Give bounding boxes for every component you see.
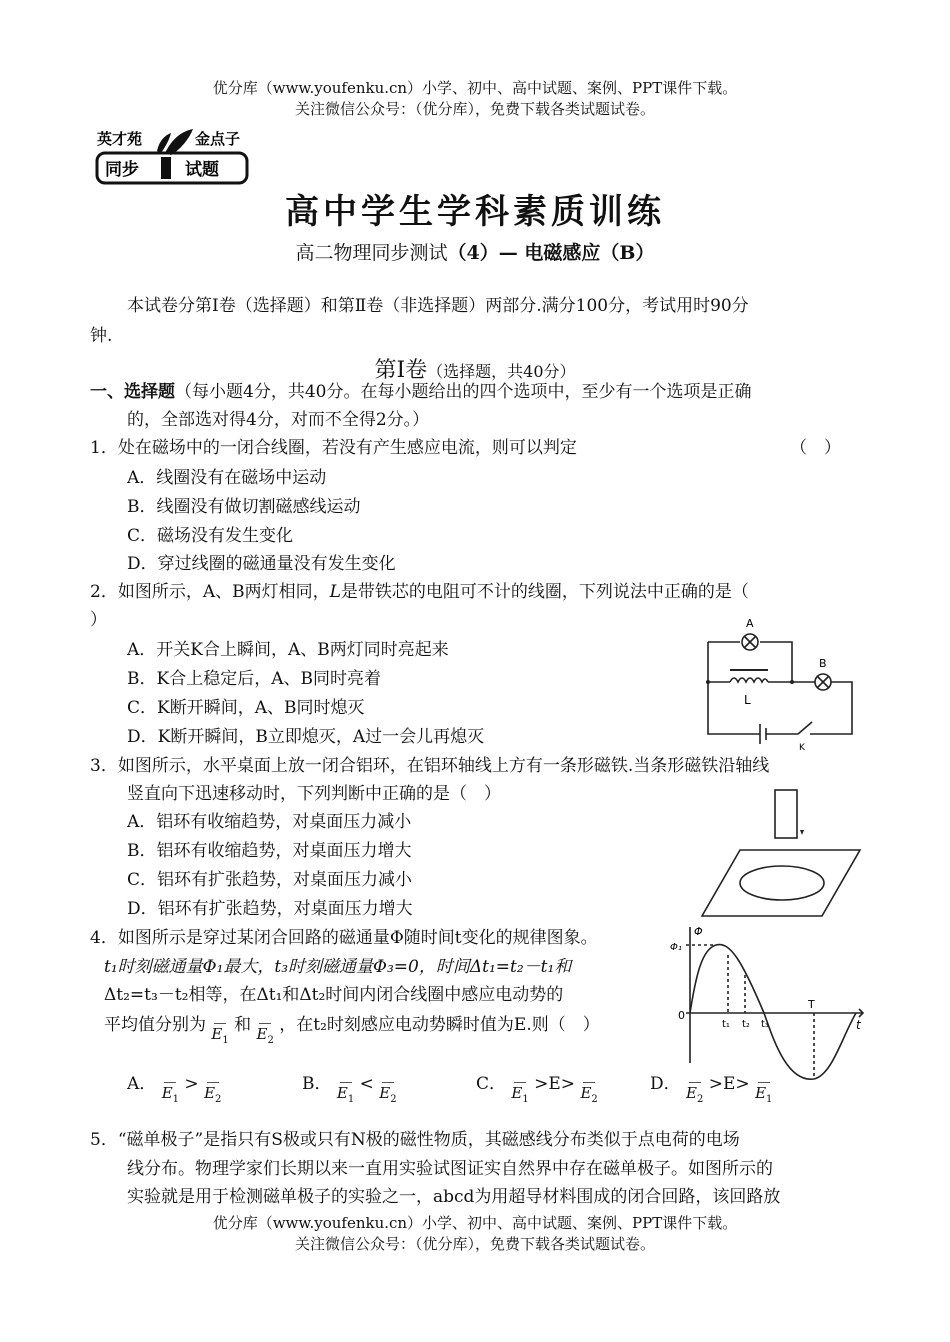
q2-stem: 2．如图所示，A、B两灯相同，L是带铁芯的电阻可不计的线圈，下列说法中正确的是（: [90, 582, 749, 602]
q4-option-d: D． $E_2 >E>$ $E_1$: [650, 1074, 773, 1105]
q2-option-c: C．K断开瞬间，A、B同时熄灭: [127, 698, 365, 718]
avg-emf-1: $E_1$: [211, 1025, 229, 1046]
q4-line-1: 4．如图所示是穿过某闭合回路的磁通量Φ随时间t变化的规律图象。: [90, 928, 598, 948]
q2-option-b: B．K合上稳定后，A、B同时亮着: [127, 669, 381, 689]
footer-line-1: 优分库（www.youfenku.cn）小学、初中、高中试题、案例、PPT课件下载。: [212, 1214, 738, 1232]
origin-label: 0: [678, 1009, 685, 1022]
t3-label: t₃: [761, 1019, 769, 1030]
q4-option-b: B． $E_1$ < $E_2$: [302, 1074, 397, 1105]
svg-text:试题: 试题: [185, 160, 219, 180]
q1-option-d: D．穿过线圈的磁通量没有发生变化: [127, 554, 396, 574]
q4-option-c: C． $E_1 >E>$ $E_2$: [476, 1074, 598, 1105]
q3-option-c: C．铝环有扩张趋势，对桌面压力减小: [127, 870, 413, 890]
q4-option-a: A． $E_1$ > $E_2$: [127, 1074, 222, 1105]
avg-emf-2: $E_2$: [256, 1025, 274, 1046]
lamp-a-label: A: [746, 617, 754, 630]
phi1-label: Φ₁: [670, 942, 682, 953]
q4-flux-time-graph: [668, 925, 868, 1085]
axis-phi-label: Φ: [694, 925, 703, 938]
header-line-1: 优分库（www.youfenku.cn）小学、初中、高中试题、案例、PPT课件下载。: [212, 79, 738, 97]
q2-stem-close: ）: [90, 610, 107, 630]
q3-magnet-ring-diagram: [700, 788, 865, 923]
footer-line-2: 关注微信公众号：（优分库），免费下载各类试题试卷。: [294, 1235, 655, 1253]
svg-text:金点子: 金点子: [195, 130, 241, 148]
publisher-logo: [95, 125, 255, 187]
section-heading: 第Ⅰ卷（选择题，共40分）: [374, 358, 576, 383]
subtitle: 高二物理同步测试（4）— 电磁感应（B）: [295, 242, 655, 264]
lamp-b-label: B: [819, 657, 827, 670]
q4-line-4: 平均值分别为 $E_1$ 和 $E_2$ ，在t₂时刻感应电动势瞬时值为E.则（ ）: [104, 1015, 600, 1046]
svg-text:同步: 同步: [105, 160, 139, 180]
axis-t-label: t: [856, 1018, 861, 1032]
q1-option-a: A．线圈没有在磁场中运动: [127, 468, 327, 488]
q5-line-1: 5．“磁单极子”是指只有S极或只有N极的磁性物质，其磁感线分布类似于点电荷的电场: [90, 1130, 740, 1150]
header-line-2: 关注微信公众号：（优分库），免费下载各类试题试卷。: [294, 100, 655, 118]
q3-stem-line-2: 竖直向下迅速移动时，下列判断中正确的是（ ）: [127, 784, 501, 804]
part-one-line-2: 的，全部选对得4分，对而不全得2分。）: [127, 410, 430, 430]
switch-label: K: [799, 743, 805, 753]
q3-option-a: A．铝环有收缩趋势，对桌面压力减小: [127, 812, 412, 832]
t2-label: t₂: [742, 1019, 750, 1030]
page-title: 高中学生学科素质训练: [285, 192, 665, 232]
q2-option-d: D．K断开瞬间，B立即熄灭，A过一会儿再熄灭: [127, 727, 485, 747]
q1-option-b: B．线圈没有做切割磁感线运动: [127, 497, 361, 517]
q3-option-b: B．铝环有收缩趋势，对桌面压力增大: [127, 841, 412, 861]
q3-option-d: D．铝环有扩张趋势，对桌面压力增大: [127, 899, 413, 919]
q2-option-a: A．开关K合上瞬间，A、B两灯同时亮起来: [127, 640, 449, 660]
q1-stem: 1．处在磁场中的一闭合线圈，若没有产生感应电流，则可以判定: [90, 438, 577, 458]
q4-line-3: Δt₂=t₃－t₂相等，在Δt₁和Δt₂时间内闭合线圈中感应电动势的: [104, 985, 564, 1005]
part-one-line-1: 一、选择题（每小题4分，共40分。在每小题给出的四个选项中，至少有一个选项是正确: [90, 382, 752, 402]
period-label: T: [808, 998, 815, 1011]
t1-label: t₁: [722, 1019, 730, 1030]
q4-line-2: t₁时刻磁通量Φ₁最大，t₃时刻磁通量Φ₃=0，时间Δt₁=t₂－t₁和: [104, 957, 572, 977]
intro-line-1: 本试卷分第Ⅰ卷（选择题）和第Ⅱ卷（非选择题）两部分.满分100分，考试用时90分: [127, 296, 749, 316]
q1-option-c: C．磁场没有发生变化: [127, 526, 294, 546]
q3-stem-line-1: 3．如图所示，水平桌面上放一闭合铝环，在铝环轴线上方有一条形磁铁.当条形磁铁沿轴线: [90, 756, 770, 776]
q5-line-2: 线分布。物理学家们长期以来一直用实验试图证实自然界中存在磁单极子。如图所示的: [127, 1159, 773, 1179]
intro-line-2: 钟.: [90, 326, 113, 346]
q5-line-3: 实验就是用于检测磁单极子的实验之一，abcd为用超导材料围成的闭合回路，该回路放: [127, 1187, 781, 1207]
q2-circuit-diagram: [700, 612, 860, 752]
svg-text:英才苑: 英才苑: [97, 130, 143, 148]
coil-label: L: [744, 693, 751, 707]
q1-answer-bracket: （ ）: [790, 438, 841, 458]
